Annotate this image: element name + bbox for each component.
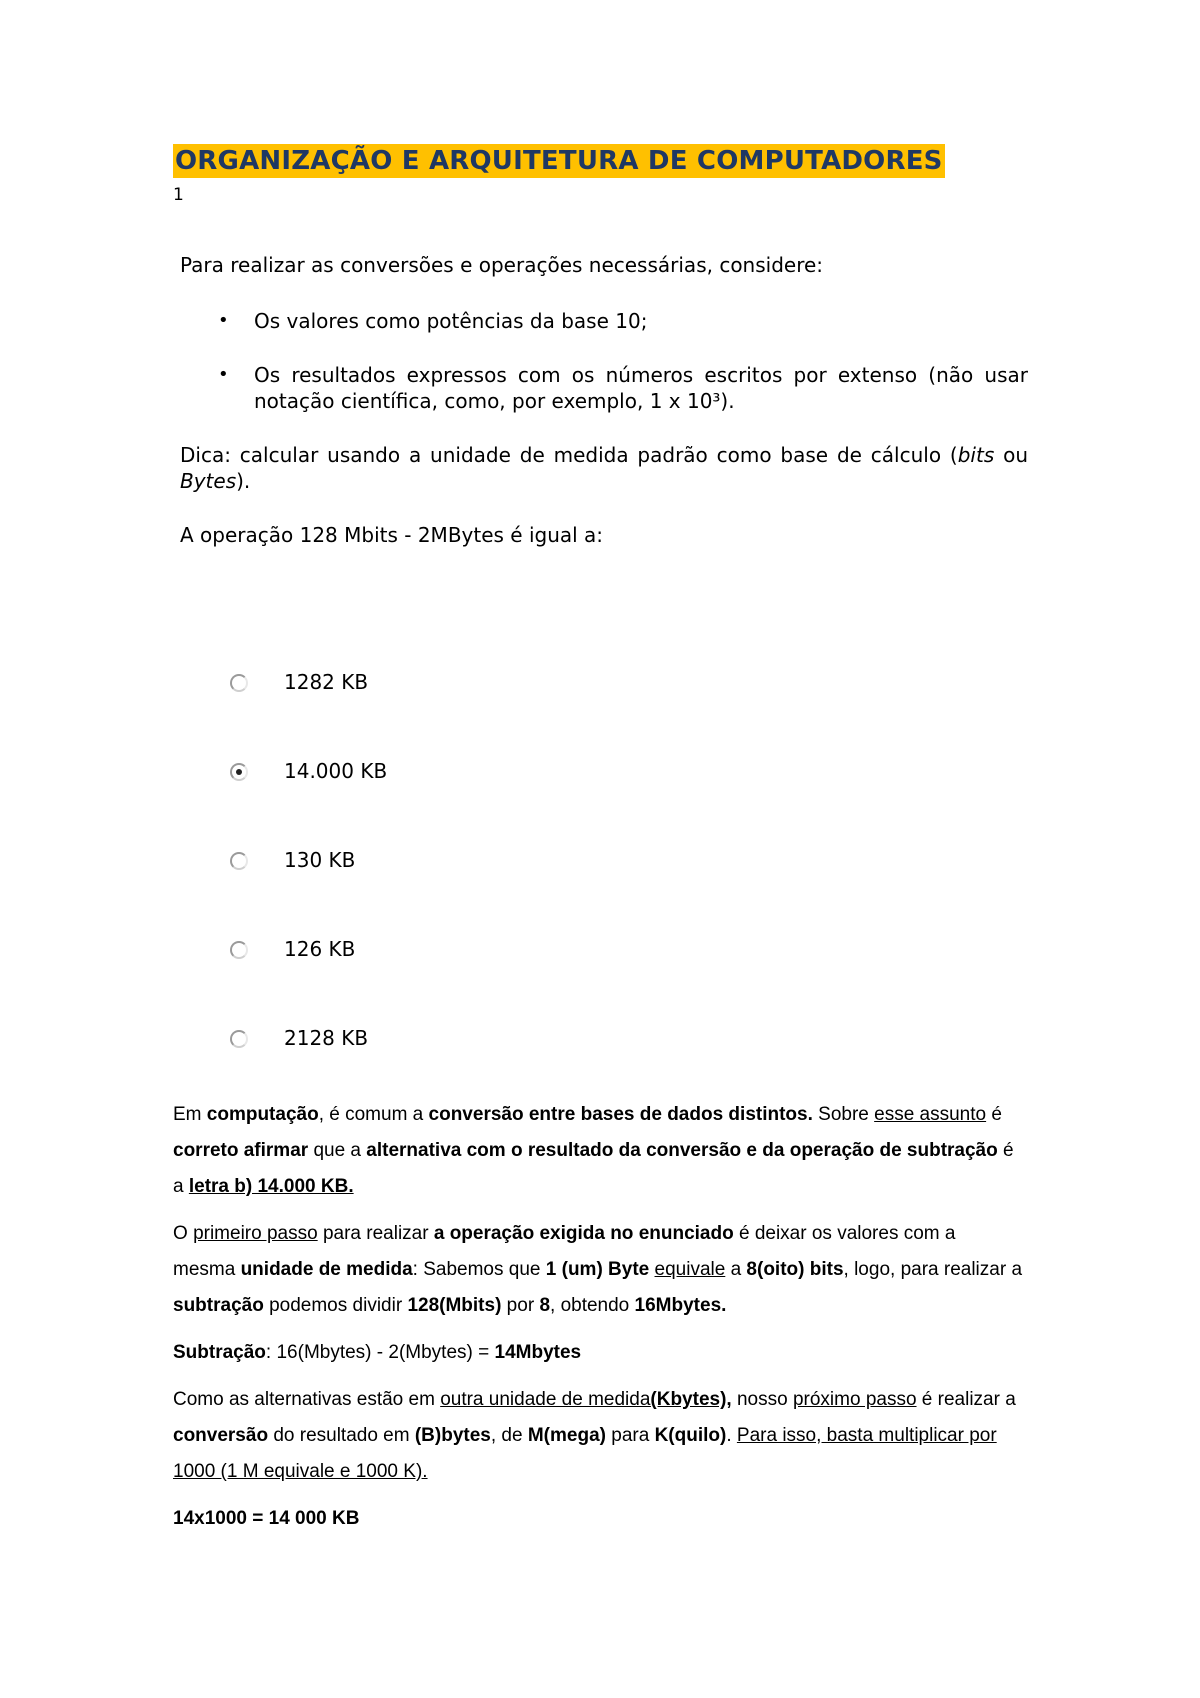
hint-bits: bits — [957, 443, 995, 467]
question-intro: Para realizar as conversões e operações necessárias, considere: — [180, 253, 824, 277]
question-hint — [180, 442, 1028, 494]
radio-button-a[interactable] — [230, 674, 248, 692]
correct-answer: letra b) 14.000 KB. — [188, 1176, 354, 1197]
document-title: ORGANIZAÇÃO E ARQUITETURA DE COMPUTADORES — [175, 146, 943, 176]
answer-paragraph-1: Em computação, é comum a conversão entre bases de dados distintos. Sobre esse assunto é correto afirmar que a alternativa com o resultado da conversão e da operação de subtração é a letra b) 14.000 KB. — [173, 1104, 1014, 1197]
bullet-text: Os valores como potências da base 10; — [254, 309, 648, 333]
radio-button-d[interactable] — [230, 941, 248, 959]
option-label: 2128 KB — [284, 1026, 369, 1050]
option-a[interactable] — [230, 670, 830, 759]
radio-button-b-selected[interactable] — [230, 763, 248, 781]
bullet-text: Os resultados expressos com os números escritos por extenso (não usar notação científica, como, por exemplo, 1 x 10³). — [254, 363, 1028, 413]
answer-paragraph-4: Como as alternativas estão em outra unidade de medida(Kbytes), nosso próximo passo é realizar a conversão do resultado em (B)bytes, de M(mega) para K(quilo). Para isso, basta multiplicar por 1000 (1 M equivale e 1000 K). — [173, 1389, 1016, 1482]
question-operation: A operação 128 Mbits - 2MBytes é igual a: — [180, 523, 604, 547]
hint-text: Dica: calcular usando a unidade de medida padrão como base de cálculo ( — [180, 443, 958, 467]
answer-paragraph-5: 14x1000 = 14 000 KB — [173, 1508, 360, 1529]
option-d[interactable] — [230, 937, 830, 1026]
answer-options — [230, 670, 830, 1115]
answer-paragraph-2: O primeiro passo para realizar a operação exigida no enunciado é deixar os valores com a mesma unidade de medida: Sabemos que 1 (um) Byte equivale a 8(oito) bits, logo, para realizar a subtração podemos dividir 128(Mbits) por 8, obtendo 16Mbytes. — [173, 1223, 1023, 1316]
radio-button-c[interactable] — [230, 852, 248, 870]
option-c[interactable] — [230, 848, 830, 937]
question-number: 1 — [173, 185, 184, 205]
title-block — [173, 144, 945, 178]
hint-or: ou — [994, 443, 1028, 467]
question-bullets — [180, 308, 1028, 414]
hint-end: ). — [236, 469, 251, 493]
option-label: 130 KB — [284, 848, 356, 872]
answer-explanation — [173, 1097, 1023, 1548]
answer-paragraph-3: Subtração: 16(Mbytes) - 2(Mbytes) = 14Mbytes — [173, 1342, 582, 1363]
bullet-icon: • — [218, 310, 229, 331]
question-block — [180, 252, 1028, 548]
option-label: 14.000 KB — [284, 759, 388, 783]
option-label: 1282 KB — [284, 670, 369, 694]
option-b[interactable] — [230, 759, 830, 848]
bullet-item — [180, 362, 1028, 414]
bullet-icon: • — [218, 364, 229, 385]
bullet-item — [180, 308, 1028, 334]
hint-bytes: Bytes — [180, 469, 237, 493]
radio-button-e[interactable] — [230, 1030, 248, 1048]
option-label: 126 KB — [284, 937, 356, 961]
